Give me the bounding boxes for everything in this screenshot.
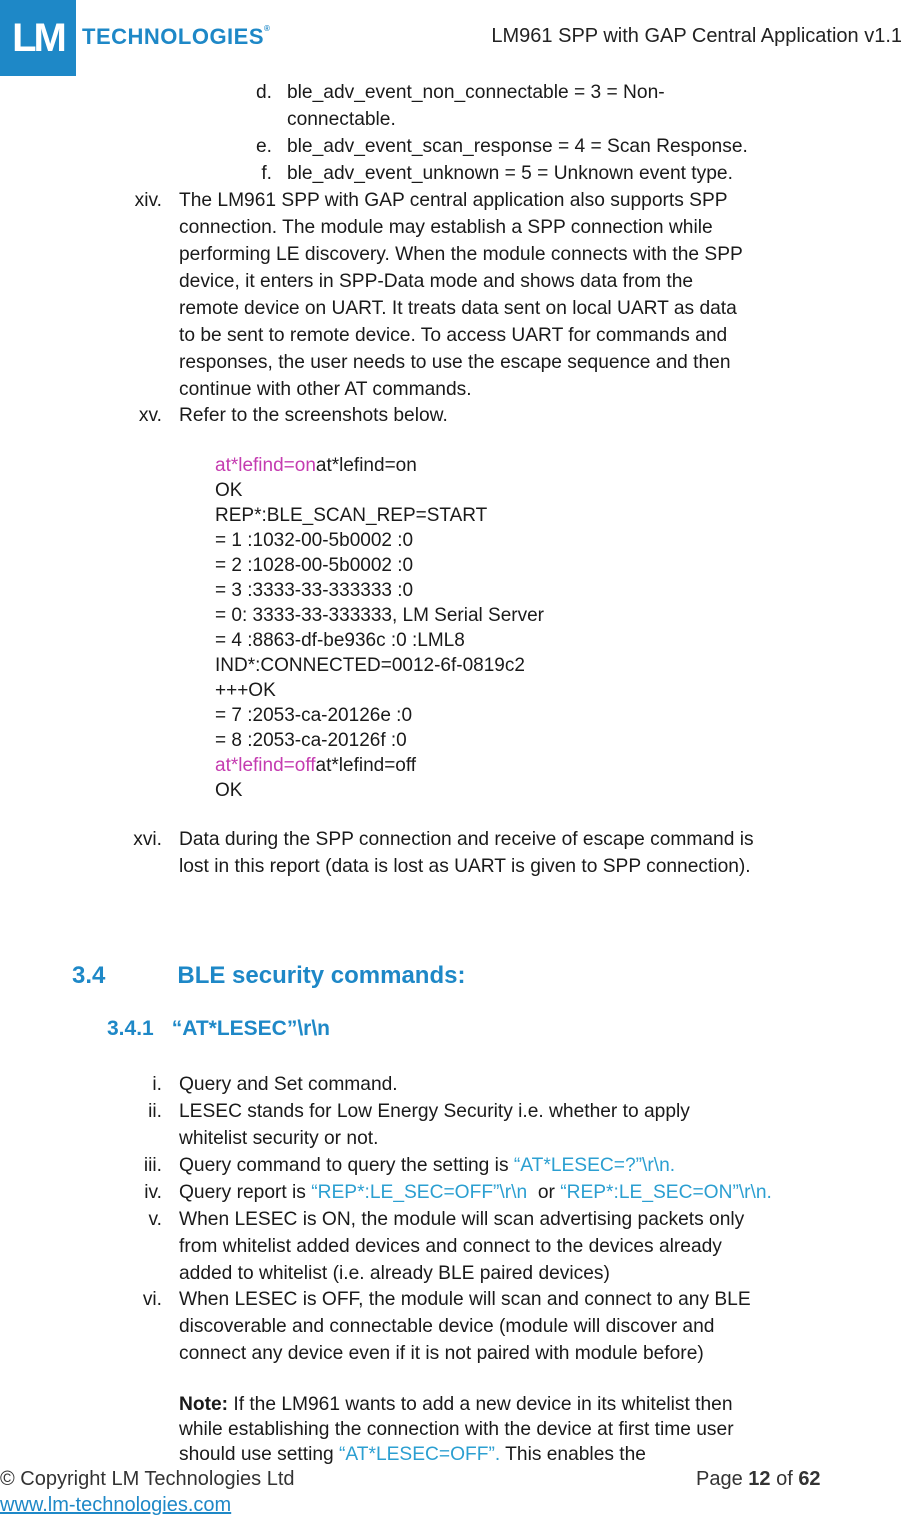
command-text: “REP*:LE_SEC=OFF”\r\n xyxy=(311,1182,528,1203)
paragraph-line: LESEC stands for Low Energy Security i.e. whether to apply xyxy=(179,1101,690,1122)
command-text: “AT*LESEC=OFF”. xyxy=(339,1444,501,1465)
terminal-line: at*lefind=onat*lefind=on xyxy=(215,455,417,476)
paragraph-line: responses, the user needs to use the escape sequence and then xyxy=(179,352,731,373)
copyright: © Copyright LM Technologies Ltd xyxy=(0,1468,295,1490)
paragraph-line: performing LE discovery. When the module connects with the SPP xyxy=(179,244,743,265)
terminal-line: +++OK xyxy=(215,680,276,701)
paragraph-line: device, it enters in SPP-Data mode and shows data from the xyxy=(179,271,694,292)
subsection-heading: 3.4.1 “AT*LESEC”\r\n xyxy=(107,1017,331,1040)
paragraph-line: continue with other AT commands. xyxy=(179,379,472,400)
list-marker: ii. xyxy=(148,1101,162,1122)
list-marker: xiv. xyxy=(134,190,162,211)
paragraph-line: discoverable and connectable device (module will discover and xyxy=(179,1316,715,1337)
note-line: while establishing the connection with the device at first time user xyxy=(179,1419,734,1440)
terminal-line: = 3 :3333-33-333333 :0 xyxy=(215,580,414,601)
paragraph-line: whitelist security or not. xyxy=(179,1128,379,1149)
logo-text: TECHNOLOGIES® xyxy=(82,24,271,49)
list-item-text: ble_adv_event_scan_response = 4 = Scan Response. xyxy=(287,136,748,157)
terminal-echo: at*lefind=on xyxy=(215,455,316,476)
paragraph-line: When LESEC is OFF, the module will scan and connect to any BLE xyxy=(179,1289,751,1310)
note-line: Note: If the LM961 wants to add a new device in its whitelist then xyxy=(179,1394,733,1415)
terminal-line: OK xyxy=(215,480,243,501)
terminal-line: = 2 :1028-00-5b0002 :0 xyxy=(215,555,414,576)
terminal-line: = 7 :2053-ca-20126e :0 xyxy=(215,705,413,726)
list-item-text: ble_adv_event_non_connectable = 3 = Non- xyxy=(287,82,665,103)
list-marker: iii. xyxy=(143,1155,162,1176)
command-text: “AT*LESEC=?”\r\n. xyxy=(513,1155,676,1176)
paragraph-line: connect any device even if it is not paired with module before) xyxy=(179,1343,704,1364)
terminal-line: = 4 :8863-df-be936c :0 :LML8 xyxy=(215,630,465,651)
terminal-line: REP*:BLE_SCAN_REP=START xyxy=(215,505,488,526)
paragraph-line: to be sent to remote device. To access UART for commands and xyxy=(179,325,728,346)
logo-mark: LM xyxy=(0,0,76,76)
terminal-line: = 8 :2053-ca-20126f :0 xyxy=(215,730,407,751)
paragraph-line: When LESEC is ON, the module will scan advertising packets only xyxy=(179,1209,745,1230)
paragraph-line: Query command to query the setting is “AT*LESEC=?”\r\n. xyxy=(179,1155,676,1176)
list-item-text: connectable. xyxy=(287,109,396,130)
terminal-line: at*lefind=offat*lefind=off xyxy=(215,755,417,776)
list-marker: xv. xyxy=(138,405,162,426)
paragraph-line: Refer to the screenshots below. xyxy=(179,405,448,426)
list-marker: e. xyxy=(255,136,272,157)
list-marker: xvi. xyxy=(133,829,162,850)
paragraph-line: connection. The module may establish a SPP connection while xyxy=(179,217,713,238)
list-marker: i. xyxy=(152,1074,162,1095)
list-marker: f. xyxy=(261,163,272,184)
paragraph-line: from whitelist added devices and connect to the devices already xyxy=(179,1236,722,1257)
note-line: should use setting “AT*LESEC=OFF”. This enables the xyxy=(179,1444,646,1465)
paragraph-line: Query and Set command. xyxy=(179,1074,398,1095)
list-marker: v. xyxy=(148,1209,162,1230)
page-number: Page 12 of 62 xyxy=(696,1468,821,1490)
paragraph-line: Data during the SPP connection and receive of escape command is xyxy=(179,829,754,850)
note-label: Note: xyxy=(179,1394,229,1415)
paragraph-line: remote device on UART. It treats data sent on local UART as data xyxy=(179,298,737,319)
list-marker: d. xyxy=(255,82,272,103)
terminal-line: IND*:CONNECTED=0012-6f-0819c2 xyxy=(215,655,525,676)
terminal-line: = 0: 3333-33-333333, LM Serial Server xyxy=(215,605,545,626)
list-marker: vi. xyxy=(142,1289,162,1310)
terminal-screenshot xyxy=(215,453,544,803)
paragraph-line: added to whitelist (i.e. already BLE paired devices) xyxy=(179,1263,610,1284)
terminal-echo: at*lefind=off xyxy=(215,755,316,776)
paragraph-line: lost in this report (data is lost as UART is given to SPP connection). xyxy=(179,856,751,877)
command-text: “REP*:LE_SEC=ON”\r\n. xyxy=(560,1182,772,1203)
website-link[interactable]: www.lm-technologies.com xyxy=(0,1494,232,1516)
terminal-line: OK xyxy=(215,780,243,801)
section-heading: 3.4 BLE security commands: xyxy=(72,962,466,989)
list-marker: iv. xyxy=(144,1182,162,1203)
list-item-text: ble_adv_event_unknown = 5 = Unknown event type. xyxy=(287,163,733,184)
document-title: LM961 SPP with GAP Central Application v1.1 xyxy=(491,25,902,47)
paragraph-line: Query report is “REP*:LE_SEC=OFF”\r\n or “REP*:LE_SEC=ON”\r\n. xyxy=(179,1182,772,1203)
paragraph-line: The LM961 SPP with GAP central application also supports SPP xyxy=(179,190,728,211)
terminal-line: = 1 :1032-00-5b0002 :0 xyxy=(215,530,414,551)
